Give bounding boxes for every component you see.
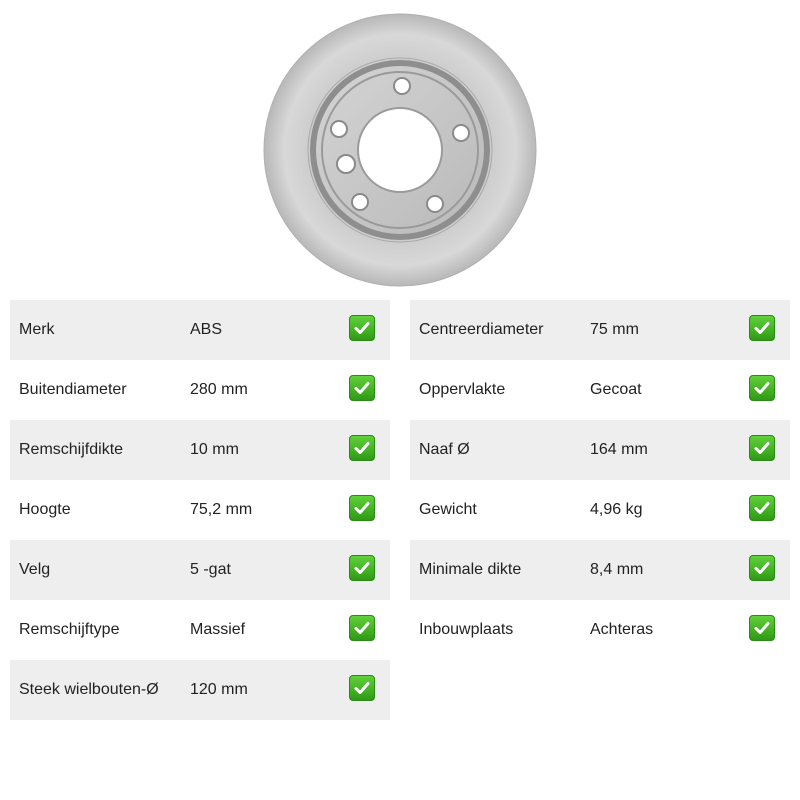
spec-label: Buitendiameter [19,381,127,398]
spec-row-centreerdiameter [410,300,790,360]
check-icon [749,435,775,461]
check-icon [349,615,375,641]
spec-label: Naaf Ø [419,441,470,458]
check-icon [749,315,775,341]
spec-label: Velg [19,561,51,578]
spec-label: Hoogte [19,501,71,518]
spec-label: Oppervlakte [419,381,506,398]
spec-row-naaf [410,420,790,480]
check-icon [349,435,375,461]
spec-row-minimale-dikte [410,540,790,600]
spec-value: 280 mm [190,381,248,398]
spec-value: 4,96 kg [590,501,643,518]
spec-label: Gewicht [419,501,477,518]
spec-label: Merk [19,321,55,338]
spec-value: ABS [190,321,223,338]
spec-value: Massief [190,621,246,638]
check-icon [349,375,375,401]
spec-table-left [10,300,390,720]
spec-row-steek-wielbouten [10,660,390,720]
spec-value: 8,4 mm [590,561,644,578]
spec-value: Gecoat [590,381,642,398]
spec-label: Inbouwplaats [419,621,514,638]
check-icon [749,495,775,521]
spec-label: Steek wielbouten-Ø [19,681,159,698]
check-icon [349,555,375,581]
spec-label: Centreerdiameter [419,321,544,338]
spec-value: 5 -gat [190,561,231,578]
spec-table-right [410,300,790,660]
spec-row-merk [10,300,390,360]
spec-value: 75 mm [590,321,639,338]
spec-label: Remschijfdikte [19,441,124,458]
check-icon [749,615,775,641]
spec-label: Minimale dikte [419,561,522,578]
check-icon [349,675,375,701]
brake-disc-image [262,12,538,288]
spec-row-oppervlakte [410,360,790,420]
spec-row-gewicht [410,480,790,540]
spec-row-hoogte [10,480,390,540]
check-icon [349,495,375,521]
spec-value: 10 mm [190,441,239,458]
spec-label: Remschijftype [19,621,120,638]
spec-row-buitendiameter [10,360,390,420]
spec-row-velg [10,540,390,600]
spec-row-inbouwplaats [410,600,790,660]
spec-row-remschijfdikte [10,420,390,480]
spec-value: 164 mm [590,441,648,458]
check-icon [749,555,775,581]
spec-value: Achteras [590,621,654,638]
spec-value: 75,2 mm [190,501,253,518]
check-icon [749,375,775,401]
spec-value: 120 mm [190,681,248,698]
spec-row-remschijftype [10,600,390,660]
check-icon [349,315,375,341]
